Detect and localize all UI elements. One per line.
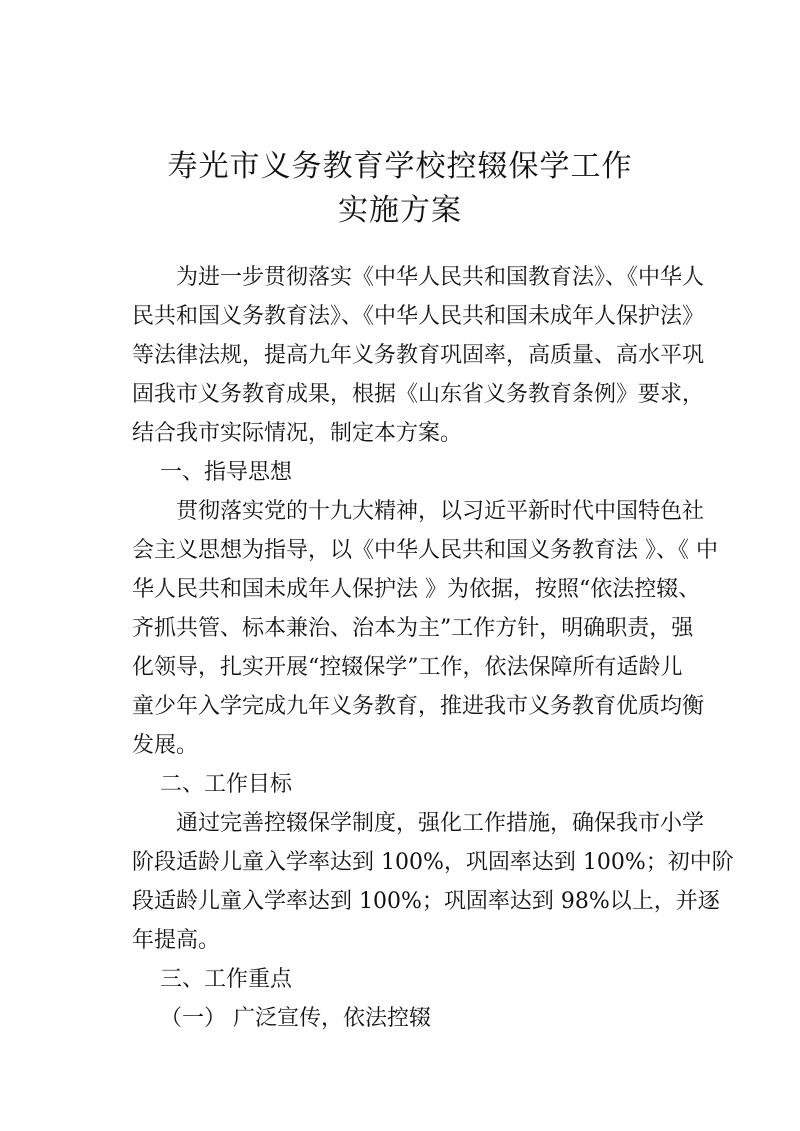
section1-line: 化领导，扎实开展“控辍保学”工作，依法保障所有适龄儿 [132, 655, 683, 680]
section1-line: 发展。 [132, 733, 199, 758]
subsection-heading-publicity: （一） 广泛宣传，依法控辍 [160, 1006, 431, 1031]
section2-line: 通过完善控辍保学制度，强化工作措施，确保我市小学 [176, 811, 705, 836]
section1-line: 童少年入学完成九年义务教育，推进我市义务教育优质均衡 [132, 694, 705, 719]
document-title-line-1: 寿光市义务教育学校控辍保学工作 [167, 149, 633, 184]
intro-line: 等法律法规，提高九年义务教育巩固率，高质量、高水平巩 [132, 343, 705, 368]
section2-line: 阶段适龄儿童入学率达到 100%，巩固率达到 100%；初中阶 [132, 850, 734, 875]
intro-line: 民共和国义务教育法》、《中华人民共和国未成年人保护法》 [132, 304, 705, 329]
section1-line: 贯彻落实党的十九大精神，以习近平新时代中国特色社 [176, 499, 705, 524]
intro-line: 固我市义务教育成果，根据《山东省义务教育条例》要求， [132, 382, 705, 407]
section1-line: 华人民共和国未成年人保护法 》为依据，按照“依法控辍、 [132, 577, 701, 602]
section-heading-work-focus: 三、工作重点 [160, 967, 293, 992]
section2-line: 段适龄儿童入学率达到 100%；巩固率达到 98%以上，并逐 [132, 889, 720, 914]
section-heading-work-goals: 二、工作目标 [160, 772, 293, 797]
section1-line: 会主义思想为指导，以《中华人民共和国义务教育法 》、《 中 [132, 538, 718, 563]
document-title-line-2: 实施方案 [338, 193, 462, 228]
intro-line: 结合我市实际情况，制定本方案。 [132, 421, 463, 446]
intro-line: 为进一步贯彻落实《中华人民共和国教育法》、《中华人 [176, 265, 705, 290]
section1-line: 齐抓共管、标本兼治、治本为主”工作方针，明确职责，强 [132, 616, 694, 641]
section2-line: 年提高。 [132, 928, 221, 953]
section-heading-guiding-ideology: 一、指导思想 [160, 460, 293, 485]
